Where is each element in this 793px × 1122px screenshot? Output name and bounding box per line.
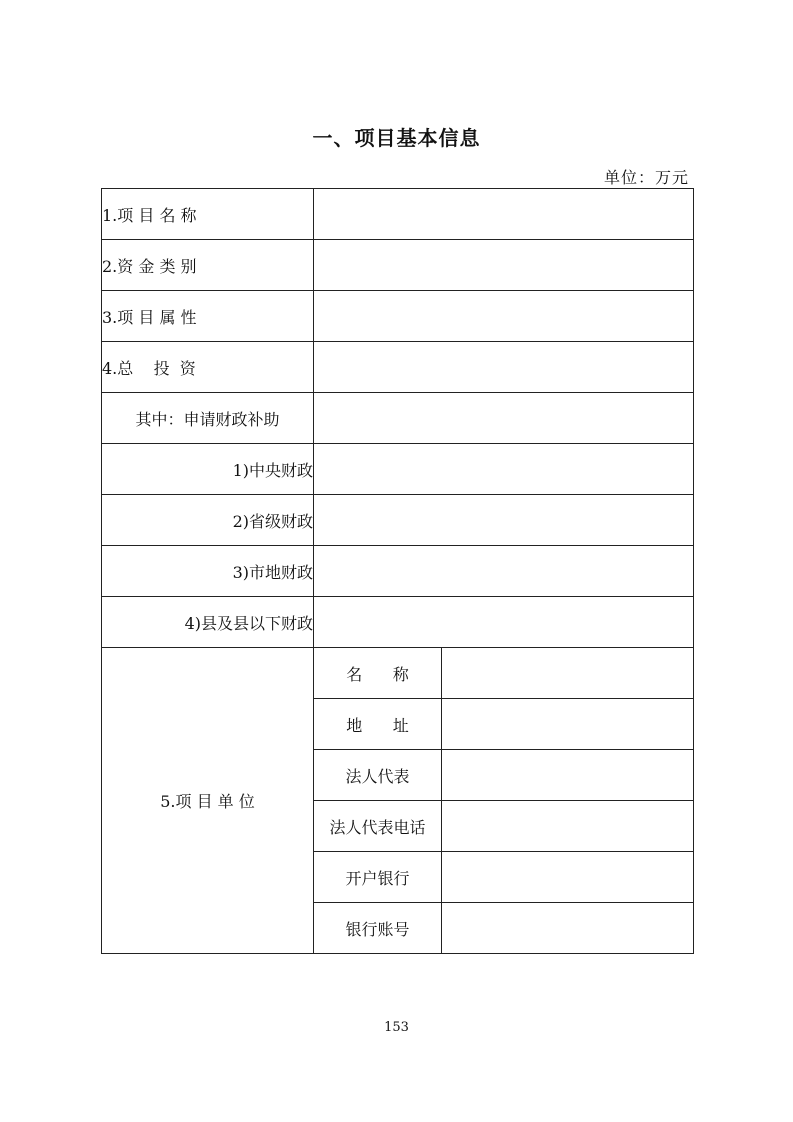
fund-category-field[interactable]	[314, 240, 694, 291]
project-unit-label: 5.项 目 单 位	[102, 648, 314, 954]
total-investment-field[interactable]	[314, 342, 694, 393]
table-row	[102, 648, 694, 699]
bank-field[interactable]	[442, 852, 694, 903]
page-number: 153	[384, 1020, 409, 1035]
unit-note: 单位：万元	[603, 168, 689, 187]
central-fiscal-label: 1)中央财政	[102, 444, 314, 495]
unit-name-label: 名 称	[314, 648, 442, 699]
fiscal-subsidy-field[interactable]	[314, 393, 694, 444]
table-row	[102, 495, 694, 546]
bank-account-field[interactable]	[442, 903, 694, 954]
county-fiscal-label: 4)县及县以下财政	[102, 597, 314, 648]
table-row	[102, 342, 694, 393]
legal-rep-label: 法人代表	[314, 750, 442, 801]
unit-name-field[interactable]	[442, 648, 694, 699]
unit-address-label: 地 址	[314, 699, 442, 750]
county-fiscal-field[interactable]	[314, 597, 694, 648]
project-name-label: 1.项 目 名 称	[102, 189, 314, 240]
municipal-fiscal-label: 3)市地财政	[102, 546, 314, 597]
project-attribute-field[interactable]	[314, 291, 694, 342]
fund-category-label: 2.资 金 类 别	[102, 240, 314, 291]
municipal-fiscal-field[interactable]	[314, 546, 694, 597]
table-row	[102, 291, 694, 342]
provincial-fiscal-label: 2)省级财政	[102, 495, 314, 546]
bank-account-label: 银行账号	[314, 903, 442, 954]
legal-rep-field[interactable]	[442, 750, 694, 801]
provincial-fiscal-field[interactable]	[314, 495, 694, 546]
fiscal-subsidy-label: 其中：申请财政补助	[102, 393, 314, 444]
page-title: 一、项目基本信息	[312, 126, 481, 150]
project-info-table	[101, 188, 694, 954]
table-row	[102, 597, 694, 648]
unit-address-field[interactable]	[442, 699, 694, 750]
total-investment-label: 4.总 投 资	[102, 342, 314, 393]
project-name-field[interactable]	[314, 189, 694, 240]
central-fiscal-field[interactable]	[314, 444, 694, 495]
bank-label: 开户银行	[314, 852, 442, 903]
legal-rep-phone-field[interactable]	[442, 801, 694, 852]
table-row	[102, 240, 694, 291]
table-row	[102, 393, 694, 444]
project-attribute-label: 3.项 目 属 性	[102, 291, 314, 342]
legal-rep-phone-label: 法人代表电话	[314, 801, 442, 852]
table-row	[102, 546, 694, 597]
table-row	[102, 189, 694, 240]
table-row	[102, 444, 694, 495]
